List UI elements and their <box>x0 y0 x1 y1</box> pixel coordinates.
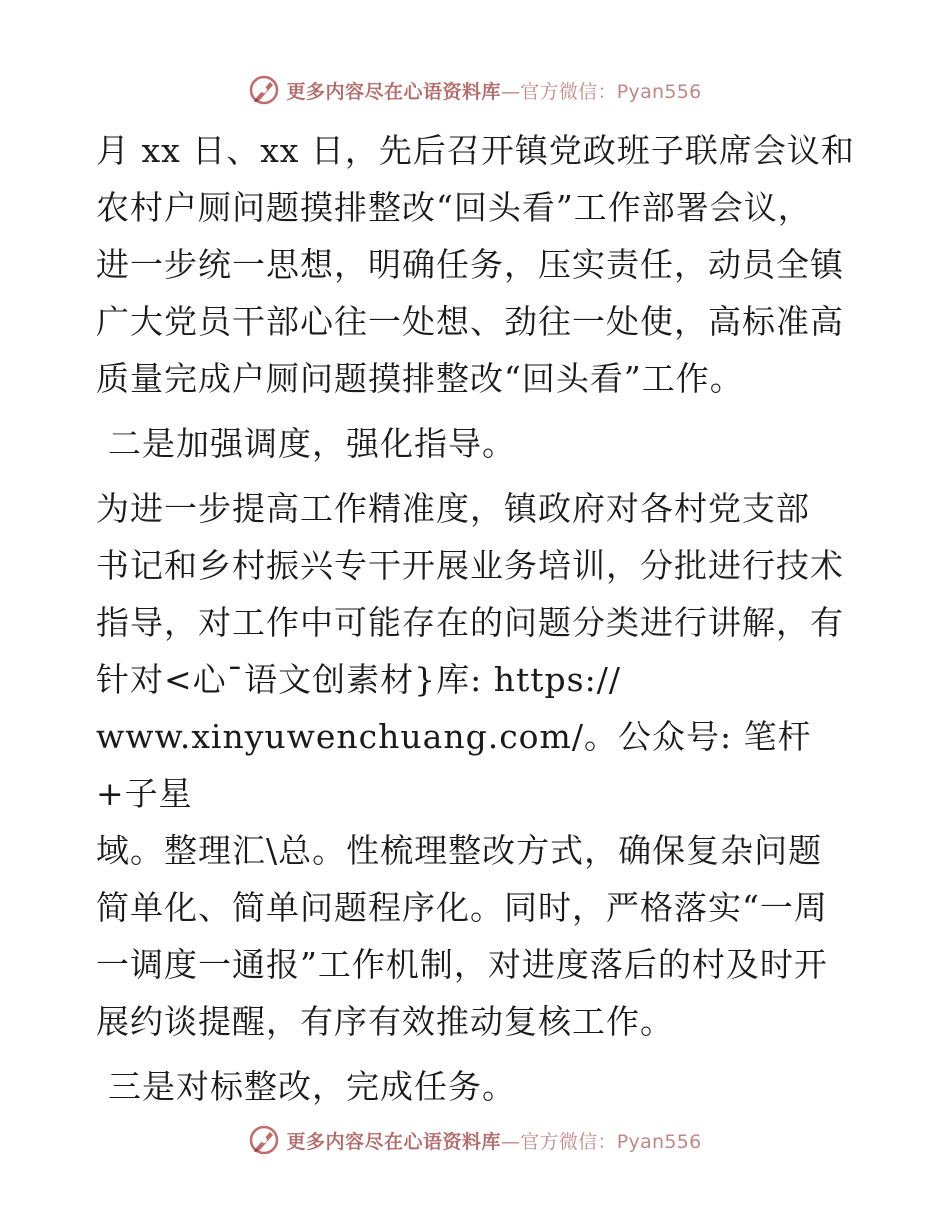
text-line: 进一步统一思想，明确任务，压实责任，动员全镇 <box>96 245 844 284</box>
heading-text: 二是加强调度，强化指导。 <box>108 424 516 463</box>
footer-banner <box>0 1120 950 1160</box>
section-heading-2 <box>96 415 856 472</box>
banner-contact: —官方微信：Pyan556 <box>500 80 702 103</box>
text-line: 域。整理汇\总。性梳理整改方式，确保复杂问题 <box>96 831 823 870</box>
document-body <box>96 122 856 1115</box>
banner-contact: —官方微信：Pyan556 <box>500 1130 702 1153</box>
section-heading-3 <box>96 1058 856 1115</box>
banner-text: 更多内容尽在心语资料库 <box>286 1130 501 1153</box>
text-line: 广大党员干部心往一处想、劲往一处使，高标准高 <box>96 302 844 341</box>
text-line: 简单化、简单问题程序化。同时，严格落实“一周 <box>96 888 828 927</box>
text-line: 月 xx 日、xx 日，先后召开镇党政班子联席会议和 <box>96 131 855 170</box>
text-line: 指导，对工作中可能存在的问题分类进行讲解，有 <box>96 603 844 642</box>
paragraph-2 <box>96 480 856 1050</box>
text-line: www.xinyuwenchuang.com/。公众号: 笔杆+子星 <box>96 717 812 813</box>
text-line: 为进一步提高工作精准度，镇政府对各村党支部 <box>96 489 810 528</box>
banner-text: 更多内容尽在心语资料库 <box>286 80 501 103</box>
pen-logo-icon <box>248 1124 280 1156</box>
text-line: 书记和乡村振兴专干开展业务培训，分批进行技术 <box>96 546 844 585</box>
text-line: 展约谈提醒，有序有效推动复核工作。 <box>96 1002 674 1041</box>
header-banner <box>0 70 950 110</box>
pen-logo-icon <box>248 74 280 106</box>
paragraph-1 <box>96 122 856 407</box>
heading-text: 三是对标整改，完成任务。 <box>108 1067 516 1106</box>
text-line: 农村户厕问题摸排整改“回头看”工作部署会议， <box>96 188 812 227</box>
text-line: 针对<心¯语文创素材}库: https:// <box>96 660 621 699</box>
text-line: 一调度一通报”工作机制，对进度落后的村及时开 <box>96 945 828 984</box>
text-line: 质量完成户厕问题摸排整改“回头看”工作。 <box>96 359 744 398</box>
